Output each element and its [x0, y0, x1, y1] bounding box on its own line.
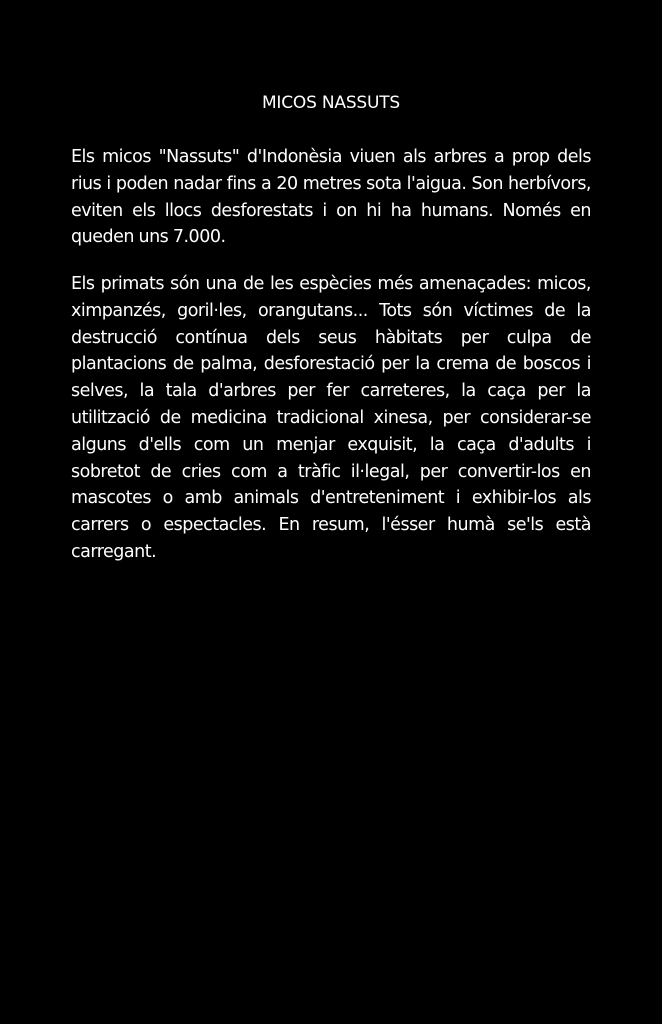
- paragraph-1: Els micos "Nassuts" d'Indonèsia viuen als arbres a prop dels rius i poden nadar fins a 20 metres sota l'aigua. Son herbívors, eviten els llocs desforestats i on hi ha humans. Només en queden uns 7.000.: [71, 147, 591, 248]
- paragraph-2: Els primats són una de les espècies més amenaçades: micos, ximpanzés, goril·les, orangutans... Tots són víctimes de la destrucció contínua dels seus hàbitats per culpa de plantacions de palma, desforestació per la crema de boscos i selves, la tala d'arbres per fer carreteres, la caça per la utilització de medicina tradicional xinesa, per considerar-se alguns d'ells com un menjar exquisit, la caça d'adults i sobretot de cries com a tràfic il·legal, per convertir-los en mascotes o amb animals d'entreteniment i exhibir-los als carrers o espectacles. En resum, l'ésser humà se'ls està carregant.: [71, 274, 591, 562]
- document-title: MICOS NASSUTS: [261, 93, 401, 113]
